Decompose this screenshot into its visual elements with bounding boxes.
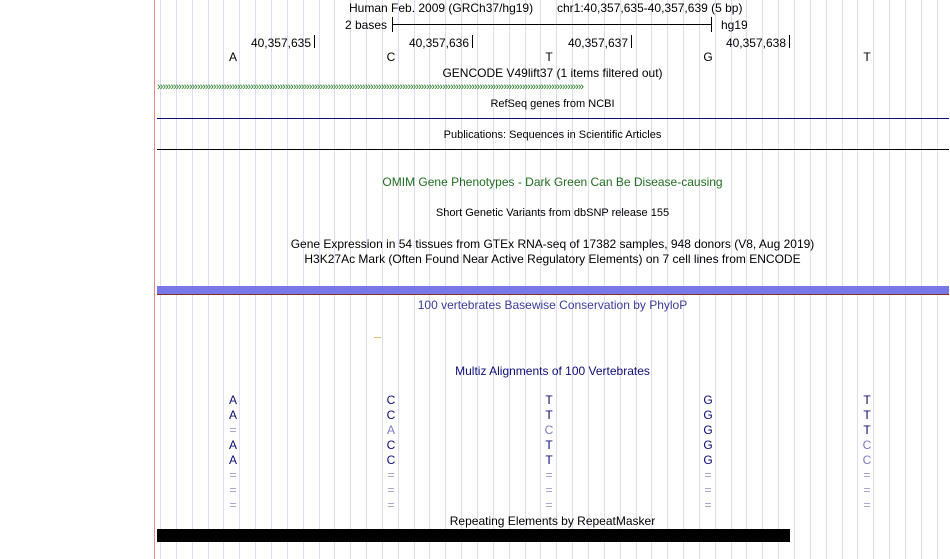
alignment-base: C (386, 453, 396, 467)
scale-right-text: hg19 (721, 18, 748, 32)
omim-track-title: OMIM Gene Phenotypes - Dark Green Can Be Disease-causing (382, 175, 723, 189)
alignment-base: C (386, 393, 396, 407)
alignment-base: G (703, 423, 713, 437)
gtex-track-title: Gene Expression in 54 tissues from GTEx RNA-seq of 17382 samples, 948 donors (V8, Aug 2019) (290, 237, 815, 251)
alignment-base: G (703, 453, 713, 467)
alignment-base: T (863, 393, 871, 407)
alignment-base: = (863, 468, 871, 482)
scale-bar (392, 24, 712, 25)
h3k27ac-signal-bar[interactable] (157, 286, 949, 294)
alignment-base: = (863, 483, 871, 497)
alignment-base: = (387, 483, 395, 497)
alignment-base: = (704, 483, 712, 497)
reference-base: C (386, 50, 396, 64)
gencode-gene-feature[interactable]: ›››››››››››››››››››››››››››››››››››››››››››››››››››››››››››››››››››››››››››››››››››››››››››››››››››››››››››››››››››››››››››››››››››››››››››››››››››››››››››››››› (157, 81, 584, 93)
alignment-base: = (387, 468, 395, 482)
coordinate-label: 40,357,635 (250, 36, 311, 50)
position-text: chr1:40,357,635-40,357,639 (5 bp) (557, 1, 743, 15)
track-label-column (0, 0, 154, 559)
repeatmasker-track-title: Repeating Elements by RepeatMasker (449, 514, 656, 528)
alignment-base: C (386, 408, 396, 422)
alignment-base: G (703, 438, 713, 452)
label-divider (154, 0, 155, 559)
multiz-track-title: Multiz Alignments of 100 Vertebrates (455, 364, 650, 378)
alignment-base: = (545, 483, 553, 497)
reference-base: G (703, 50, 713, 64)
scale-left-text: 2 bases (345, 18, 388, 32)
phylop-signal[interactable] (374, 337, 381, 338)
publications-track-title: Publications: Sequences in Scientific Articles (443, 129, 662, 141)
alignment-base: A (228, 453, 237, 467)
scale-tick-right (711, 17, 712, 32)
phylop-track-title: 100 vertebrates Basewise Conservation by PhyloP (417, 298, 688, 312)
gencode-track-title: GENCODE V49lift37 (1 items filtered out) (442, 66, 663, 80)
publications-line[interactable] (157, 149, 949, 150)
alignment-base: A (228, 438, 237, 452)
alignment-base: T (545, 453, 553, 467)
alignment-base: = (229, 498, 237, 512)
refseq-track-title: RefSeq genes from NCBI (490, 98, 615, 110)
reference-base: A (228, 50, 237, 64)
alignment-base: A (228, 408, 237, 422)
h3k27ac-track-title: H3K27Ac Mark (Often Found Near Active Regulatory Elements) on 7 cell lines from ENCODE (304, 252, 801, 266)
coordinate-tick (789, 35, 790, 48)
alignment-base: = (387, 498, 395, 512)
alignment-base: T (545, 408, 553, 422)
alignment-base: T (545, 393, 553, 407)
alignment-base: A (228, 393, 237, 407)
coordinate-label: 40,357,637 (567, 36, 628, 50)
alignment-base: A (386, 423, 395, 437)
alignment-base: = (545, 468, 553, 482)
alignment-base: = (229, 468, 237, 482)
coordinate-tick (631, 35, 632, 48)
alignment-base: G (703, 408, 713, 422)
reference-base: T (863, 50, 871, 64)
h3k27ac-baseline (157, 294, 949, 295)
alignment-base: = (704, 498, 712, 512)
coordinate-label: 40,357,638 (725, 36, 786, 50)
alignment-base: = (545, 498, 553, 512)
alignment-base: T (545, 438, 553, 452)
repeatmasker-element[interactable] (157, 529, 790, 542)
reference-base: T (545, 50, 553, 64)
alignment-base: = (229, 423, 237, 437)
alignment-base: = (229, 483, 237, 497)
alignment-base: C (862, 438, 872, 452)
alignment-base: C (544, 423, 554, 437)
alignment-base: T (863, 423, 871, 437)
assembly-text: Human Feb. 2009 (GRCh37/hg19) (349, 1, 534, 15)
alignment-base: C (862, 453, 872, 467)
coordinate-label: 40,357,636 (408, 36, 469, 50)
dbsnp-track-title: Short Genetic Variants from dbSNP release 155 (435, 207, 670, 219)
coordinate-tick (314, 35, 315, 48)
alignment-base: T (863, 408, 871, 422)
refseq-gene-line[interactable] (157, 118, 949, 119)
coordinate-tick (472, 35, 473, 48)
alignment-base: G (703, 393, 713, 407)
alignment-base: = (704, 468, 712, 482)
alignment-base: C (386, 438, 396, 452)
alignment-base: = (863, 498, 871, 512)
